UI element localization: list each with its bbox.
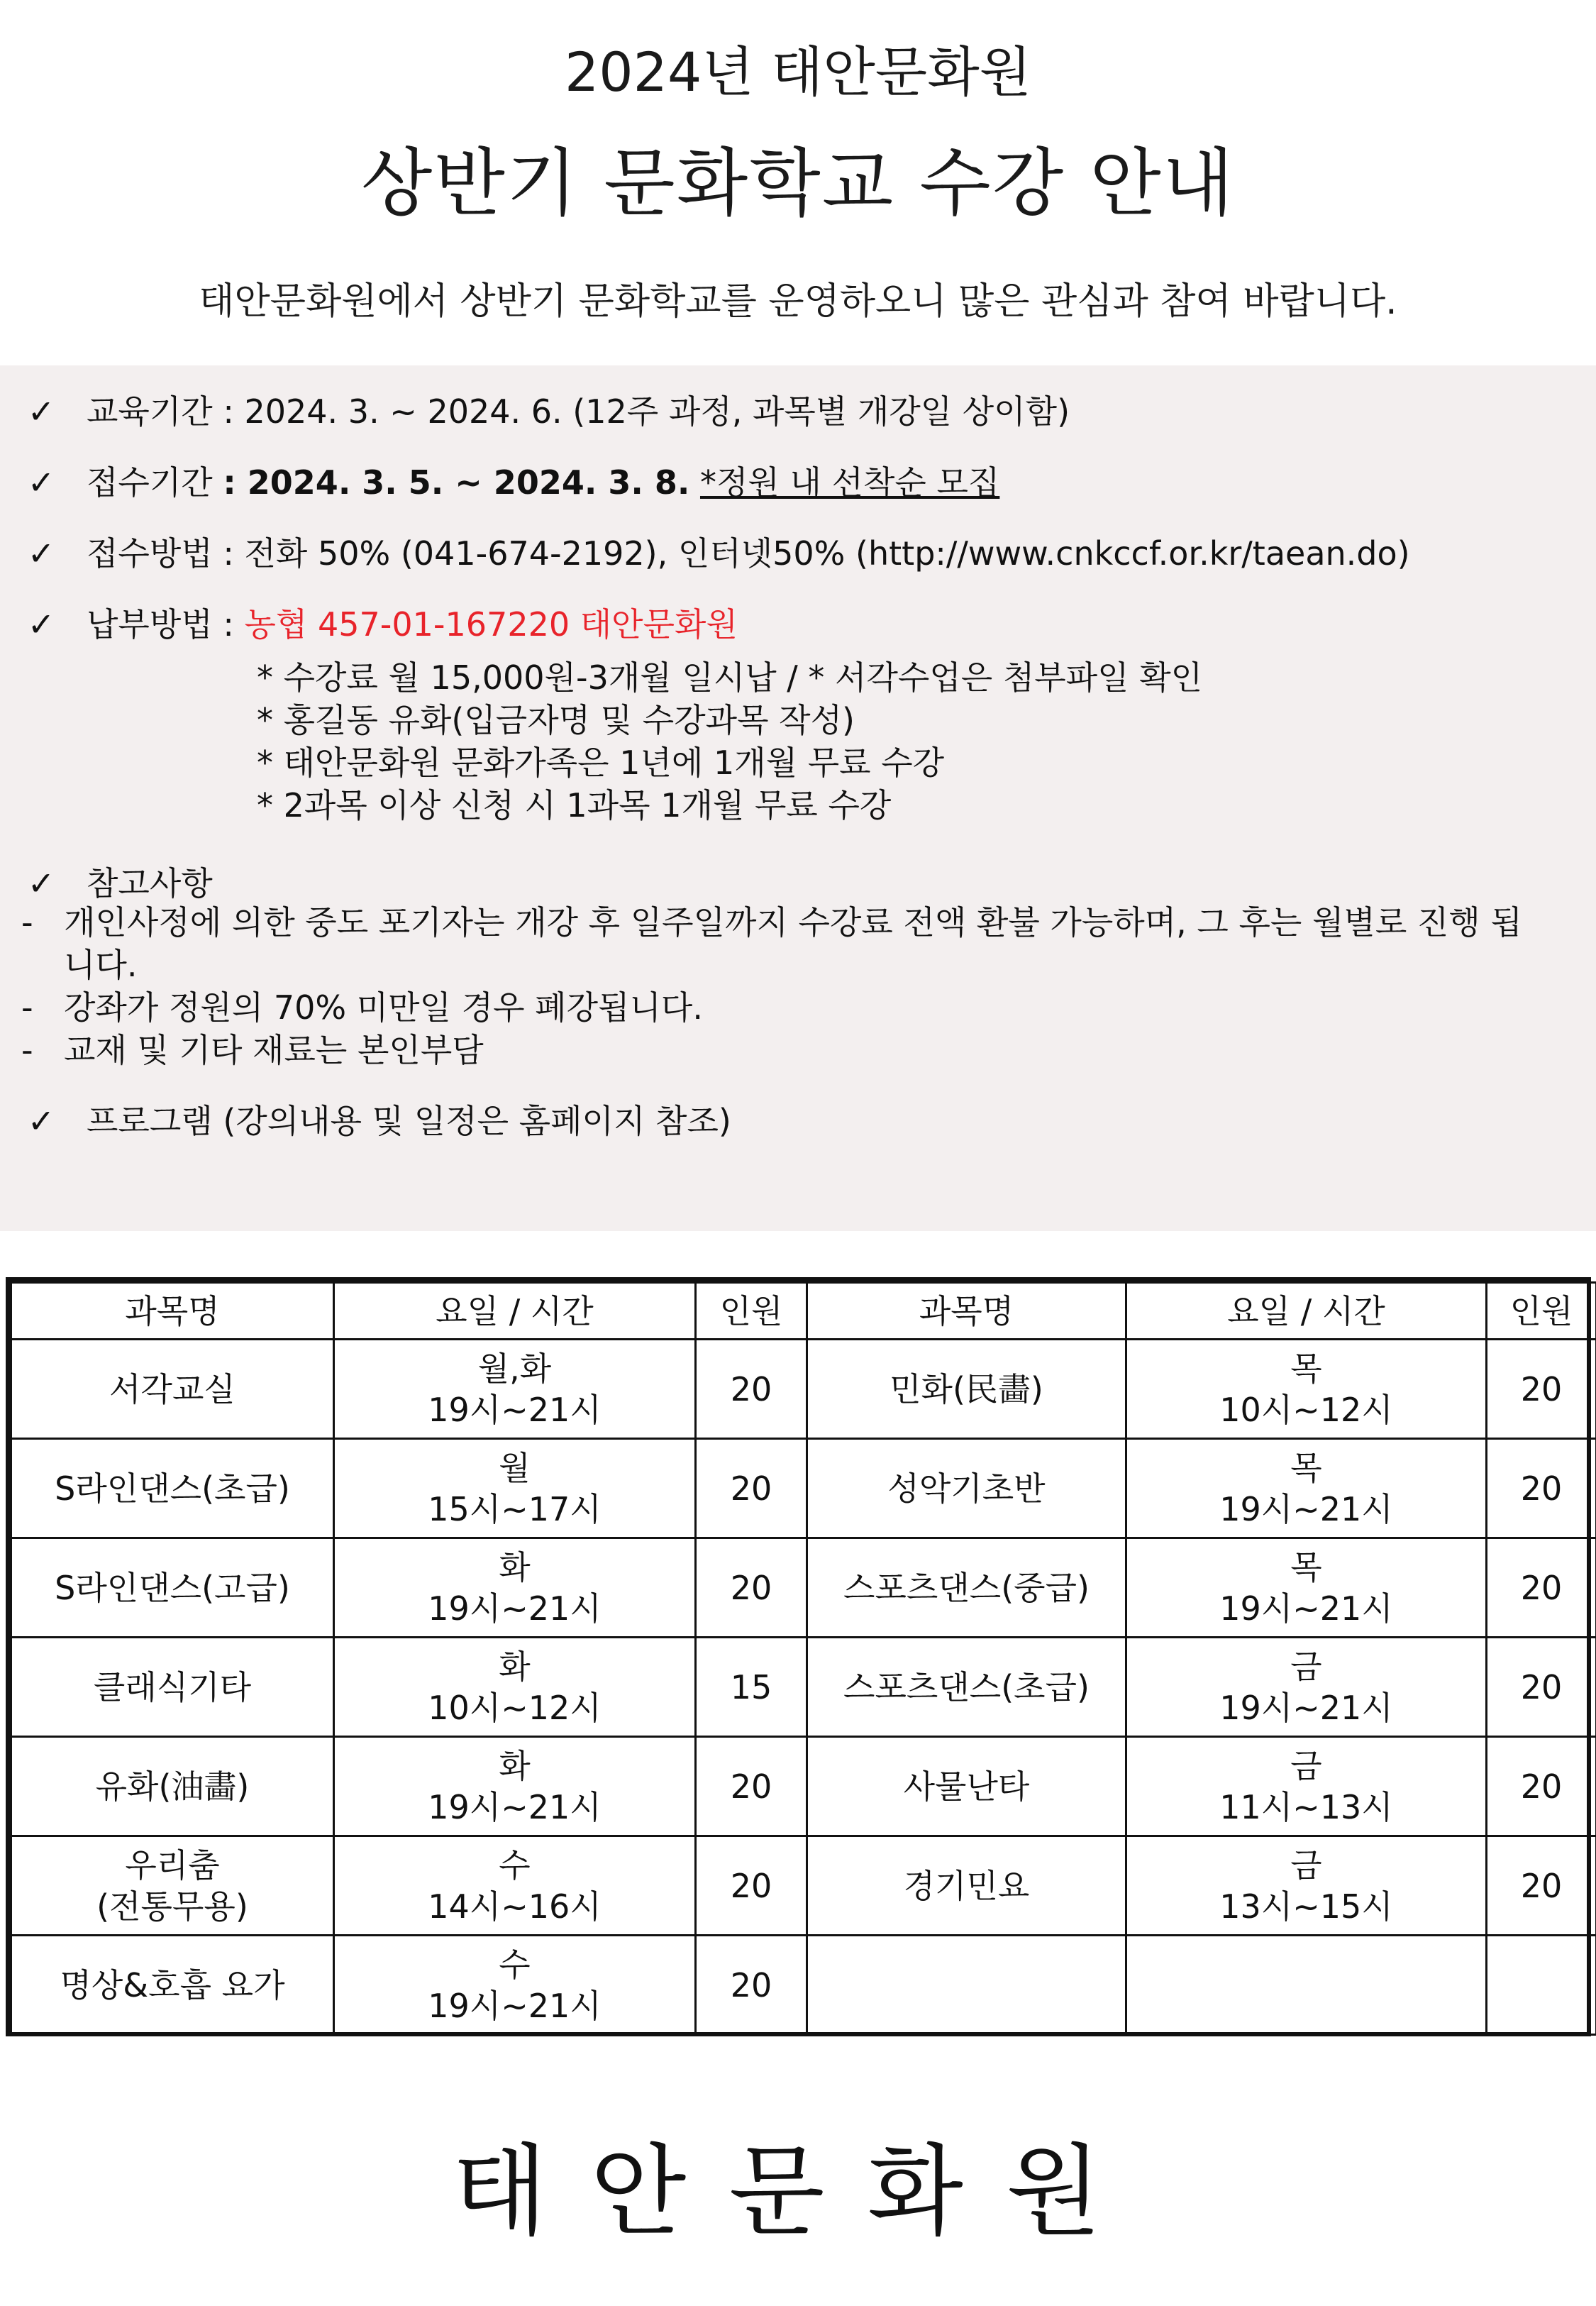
schedule-cell: 금 11시~13시 [1126, 1737, 1487, 1836]
schedule-cell: 금 19시~21시 [1126, 1638, 1487, 1737]
info-panel [0, 365, 1596, 1231]
capacity-cell: 20 [1487, 1538, 1596, 1638]
table-row [11, 1638, 1596, 1737]
empty-cell [1487, 1936, 1596, 2035]
intro-text: 태안문화원에서 상반기 문화학교를 운영하오니 많은 관심과 참여 바랍니다. [199, 280, 1397, 323]
registration-label: 접수기간 [87, 463, 223, 502]
table-row [11, 1340, 1596, 1439]
schedule-cell: 월,화 19시~21시 [334, 1340, 696, 1439]
subject-cell: 민화(民畵) [807, 1340, 1126, 1439]
capacity-cell: 15 [696, 1638, 807, 1737]
empty-cell [1126, 1936, 1487, 2035]
subject-cell: 서각교실 [11, 1340, 334, 1439]
capacity-cell: 20 [1487, 1340, 1596, 1439]
method-text: 접수방법 : 전화 50% (041-674-2192), 인터넷50% (http://www.cnkccf.or.kr/taean.do) [87, 534, 1410, 573]
capacity-cell: 20 [1487, 1439, 1596, 1538]
check-icon: ✓ [27, 392, 55, 431]
schedule-cell: 수 14시~16시 [334, 1836, 696, 1936]
table-header-row [11, 1283, 1596, 1340]
header-year-title: 2024년 태안문화원 [564, 40, 1032, 104]
capacity-cell: 20 [696, 1439, 807, 1538]
registration-dates: : 2024. 3. 5. ~ 2024. 3. 8. [223, 463, 690, 502]
schedule-table [10, 1281, 1596, 2036]
schedule-cell: 화 10시~12시 [334, 1638, 696, 1737]
header-subject: 과목명 [11, 1283, 334, 1340]
check-icon: ✓ [27, 864, 55, 903]
payment-label: 납부방법 : [87, 605, 245, 644]
header-subject: 과목명 [807, 1283, 1126, 1340]
check-icon: ✓ [27, 605, 55, 644]
capacity-cell: 20 [696, 1936, 807, 2035]
capacity-cell: 20 [696, 1737, 807, 1836]
table-row [11, 1936, 1596, 2035]
table-row [11, 1737, 1596, 1836]
footer-org-name: 태안문화원 [451, 2134, 1145, 2250]
check-icon: ✓ [27, 534, 55, 573]
note-text: 개인사정에 의한 중도 포기자는 개강 후 일주일까지 수강료 전액 환불 가능하며, 그 후는 월별로 진행 됩니다. [64, 903, 1522, 984]
table-row [11, 1439, 1596, 1538]
header-capacity: 인원 [696, 1283, 807, 1340]
capacity-cell: 20 [696, 1836, 807, 1936]
note-text: 강좌가 정원의 70% 미만일 경우 폐강됩니다. [64, 988, 703, 1027]
schedule-cell: 수 19시~21시 [334, 1936, 696, 2035]
subject-cell: 스포츠댄스(초급) [807, 1638, 1126, 1737]
dash-marker: - [21, 903, 33, 942]
payment-note: * 수강료 월 15,000원-3개월 일시납 / * 서각수업은 첨부파일 확인 [257, 658, 1203, 697]
notes-title: 참고사항 [87, 864, 213, 903]
subject-cell: 명상&호흡 요가 [11, 1936, 334, 2035]
page-title: 상반기 문화학교 수강 안내 [360, 140, 1236, 226]
payment-account: 농협 457-01-167220 태안문화원 [244, 605, 738, 644]
subject-cell: 우리춤 (전통무용) [11, 1836, 334, 1936]
program-title: 프로그램 (강의내용 및 일정은 홈페이지 참조) [87, 1102, 731, 1140]
payment-note: * 태안문화원 문화가족은 1년에 1개월 무료 수강 [257, 744, 945, 782]
capacity-cell: 20 [696, 1538, 807, 1638]
subject-cell: S라인댄스(초급) [11, 1439, 334, 1538]
schedule-cell: 금 13시~15시 [1126, 1836, 1487, 1936]
payment-text [87, 596, 738, 653]
capacity-cell: 20 [1487, 1638, 1596, 1737]
subject-cell: 사물난타 [807, 1737, 1126, 1836]
subject-cell: 클래식기타 [11, 1638, 334, 1737]
payment-note: * 홍길동 유화(입금자명 및 수강과목 작성) [257, 701, 855, 739]
subject-cell: 경기민요 [807, 1836, 1126, 1936]
schedule-cell: 목 10시~12시 [1126, 1340, 1487, 1439]
dash-marker: - [21, 988, 33, 1027]
schedule-cell: 월 15시~17시 [334, 1439, 696, 1538]
header-schedule: 요일 / 시간 [334, 1283, 696, 1340]
schedule-cell: 목 19시~21시 [1126, 1439, 1487, 1538]
schedule-cell: 목 19시~21시 [1126, 1538, 1487, 1638]
period-text: 교육기간 : 2024. 3. ~ 2024. 6. (12주 과정, 과목별 개강일 상이함) [87, 392, 1070, 431]
subject-cell: S라인댄스(고급) [11, 1538, 334, 1638]
subject-cell: 스포츠댄스(중급) [807, 1538, 1126, 1638]
empty-cell [807, 1936, 1126, 2035]
table-row [11, 1836, 1596, 1936]
check-icon: ✓ [27, 463, 55, 502]
header-capacity: 인원 [1487, 1283, 1596, 1340]
schedule-cell: 화 19시~21시 [334, 1538, 696, 1638]
capacity-cell: 20 [696, 1340, 807, 1439]
dash-marker: - [21, 1031, 33, 1069]
payment-note: * 2과목 이상 신청 시 1과목 1개월 무료 수강 [257, 786, 892, 824]
subject-cell: 성악기초반 [807, 1439, 1126, 1538]
registration-text [87, 454, 999, 511]
schedule-cell: 화 19시~21시 [334, 1737, 696, 1836]
note-text: 교재 및 기타 재료는 본인부담 [64, 1031, 484, 1069]
subject-cell: 유화(油畵) [11, 1737, 334, 1836]
capacity-cell: 20 [1487, 1737, 1596, 1836]
table-row [11, 1538, 1596, 1638]
check-icon: ✓ [27, 1102, 55, 1140]
registration-note: *정원 내 선착순 모집 [699, 463, 1000, 502]
header-schedule: 요일 / 시간 [1126, 1283, 1487, 1340]
schedule-table-frame [6, 1277, 1591, 2036]
capacity-cell: 20 [1487, 1836, 1596, 1936]
